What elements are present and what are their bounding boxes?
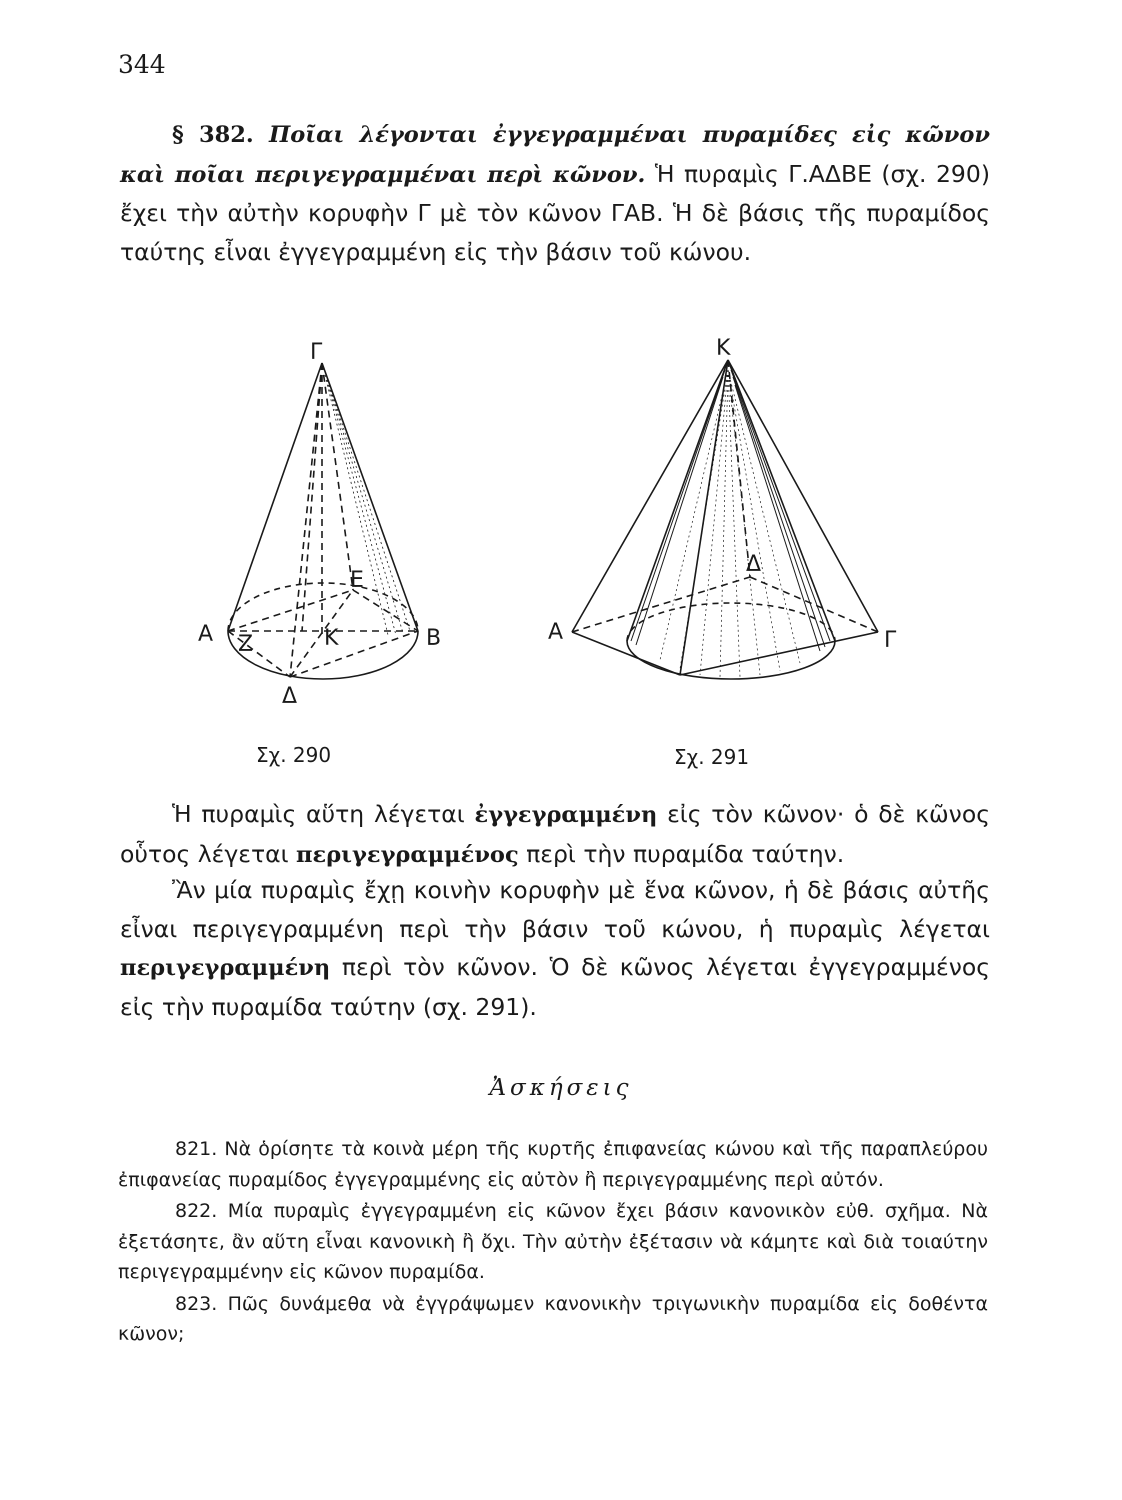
- figure-291-drawing: [548, 336, 897, 679]
- page-number: 344: [118, 50, 166, 79]
- p2-term-circumscribed: περιγεγραμμένη: [120, 955, 331, 981]
- label-290-apex: Γ: [310, 340, 323, 365]
- cone-290-back-base: [228, 583, 418, 631]
- label-290-right: Β: [426, 626, 442, 651]
- pyramid-291-base-front-left: [572, 632, 680, 675]
- cone-291-back-base: [627, 603, 835, 641]
- exercise-821: 821. Νὰ ὁρίσητε τὰ κοινὰ μέρη τῆς κυρτῆς ἐπιφανείας κώνου καὶ τῆς παραπλεύρου ἐπιφανείας πυραμίδος ἐγγεγραμμένης εἰς αὐτὸν ἢ περιγεγραμμένης περὶ αὐτόν.: [118, 1138, 988, 1191]
- cone-291-front-base: [627, 641, 835, 679]
- label-290-center: Κ: [324, 626, 339, 651]
- caption-290: Σχ. 290: [256, 743, 332, 767]
- label-290-bottom: Δ: [282, 684, 298, 709]
- p2-text-c: περὶ τὸν κῶνον. Ὁ δὲ κῶνος λέγεται ἐγγεγραμμένος εἰς τὴν πυραμίδα ταύτην (σχ. 291).: [120, 953, 990, 1021]
- section-body: Ἡ πυραμὶς Γ.ΑΔΒΕ (σχ. 290) ἔχει τὴν αὐτὴν κορυφὴν Γ μὲ τὸν κῶνον ΓΑΒ. Ἡ δὲ βάσις τῆς πυραμίδος ταύτης εἶναι ἐγγεγραμμένη εἰς τὴν βάσιν τοῦ κώνου.: [120, 159, 990, 266]
- section-title: Ποῖαι λέγονται ἐγγεγραμμέναι πυραμίδες εἰς κῶνον καὶ ποῖαι περιγεγραμμέναι περὶ κῶνον.: [120, 122, 990, 188]
- cone-291-right-edge: [728, 360, 835, 641]
- exercises-list: [118, 1134, 988, 1351]
- p1-text-c: εἰς τὸν κῶνον· ὁ δὲ κῶνος οὗτος λέγεται: [120, 800, 990, 868]
- section-382: [120, 115, 990, 271]
- label-291-left: Α: [548, 620, 564, 645]
- paragraph-1: [120, 795, 990, 874]
- cone-290-front-base: [228, 631, 418, 679]
- paragraph-2: [120, 871, 990, 1026]
- p1-term-inscribed: ἐγγεγραμμένη: [474, 802, 658, 828]
- figure-290-drawing: [198, 340, 441, 709]
- label-291-apex: Κ: [716, 336, 731, 361]
- p2-text-a: Ἂν μία πυραμὶς ἔχῃ κοινὴν κορυφὴν μὲ ἕνα κῶνον, ἡ δὲ βάσις αὐτῆς εἶναι περιγεγραμμένη περὶ τὴν βάσιν τοῦ κώνου, ἡ πυραμὶς λέγεται: [120, 876, 990, 943]
- label-290-back: Ε: [350, 568, 364, 593]
- exercises-title: Ἀσκήσεις: [489, 1075, 633, 1101]
- p1-text-a: Ἡ πυραμὶς αὕτη λέγεται: [172, 800, 475, 828]
- label-290-left: Α: [198, 622, 214, 647]
- figures: [190, 335, 930, 775]
- section-number: § 382.: [172, 122, 254, 148]
- figures-drawing: [190, 335, 930, 775]
- cone-290-right-edge: [322, 363, 418, 631]
- label-290-z: Ζ: [238, 632, 254, 657]
- cone-291-shading: [631, 370, 830, 651]
- pyramid-291-base-front-right: [680, 632, 878, 675]
- exercise-822: 822. Μία πυραμὶς ἐγγεγραμμένη εἰς κῶνον ἔχει βάσιν κανονικὸν εὐθ. σχῆμα. Νὰ ἐξετάσητε, ἂν αὕτη εἶναι κανονικὴ ἢ ὄχι. Τὴν αὐτὴν ἐξέτασιν νὰ κάμητε καὶ διὰ τοιαύτην περιγεγραμμένην εἰς κῶνον πυραμίδα.: [118, 1200, 988, 1283]
- pyramid-290-edges: [228, 363, 418, 677]
- p1-text-e: περὶ τὴν πυραμίδα ταύτην.: [518, 839, 845, 868]
- p1-term-circumscribed: περιγεγραμμένος: [296, 841, 519, 868]
- exercise-823: 823. Πῶς δυνάμεθα νὰ ἐγγράψωμεν κανονικὴν τριγωνικὴν πυραμίδα εἰς δοθέντα κῶνον;: [118, 1292, 988, 1345]
- label-291-right: Γ: [884, 628, 897, 653]
- caption-291: Σχ. 291: [674, 745, 750, 769]
- pyramid-291-right-edge: [728, 360, 878, 632]
- label-291-back: Δ: [746, 552, 762, 577]
- pyramid-291-front-edge: [680, 360, 728, 675]
- cone-290-shading: [325, 375, 410, 635]
